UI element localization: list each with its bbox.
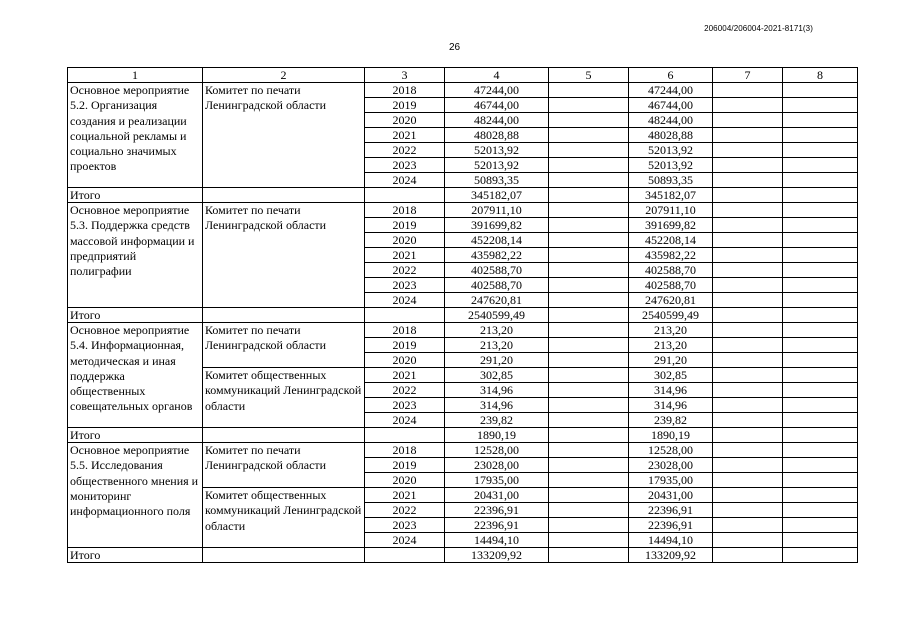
page-number: 26	[449, 42, 461, 53]
total-col4-cell: 345182,07	[445, 188, 549, 203]
amount-col4-cell: 17935,00	[445, 473, 549, 488]
empty-col8-cell	[783, 323, 858, 338]
empty-col7-cell	[713, 293, 783, 308]
total-col6-cell: 345182,07	[629, 188, 713, 203]
amount-col4-cell: 52013,92	[445, 143, 549, 158]
amount-col4-cell: 20431,00	[445, 488, 549, 503]
empty-col5-cell	[549, 188, 629, 203]
year-cell: 2023	[365, 278, 445, 293]
year-cell: 2023	[365, 518, 445, 533]
amount-col4-cell: 12528,00	[445, 443, 549, 458]
empty-col5-cell	[549, 473, 629, 488]
empty-col8-cell	[783, 158, 858, 173]
activity-name: Основное мероприятие 5.2. Организация создания и реализации социальной рекламы и социально значимых проектов	[68, 83, 203, 188]
empty-col8-cell	[783, 488, 858, 503]
empty-col7-cell	[713, 143, 783, 158]
empty-col7-cell	[713, 488, 783, 503]
empty-col8-cell	[783, 128, 858, 143]
amount-col4-cell: 207911,10	[445, 203, 549, 218]
empty-col8-cell	[783, 383, 858, 398]
empty-col2-cell	[203, 428, 365, 443]
year-cell: 2024	[365, 173, 445, 188]
amount-col6-cell: 213,20	[629, 323, 713, 338]
amount-col6-cell: 17935,00	[629, 473, 713, 488]
year-cell: 2021	[365, 488, 445, 503]
year-cell: 2020	[365, 233, 445, 248]
empty-col7-cell	[713, 503, 783, 518]
empty-col5-cell	[549, 368, 629, 383]
year-cell: 2024	[365, 413, 445, 428]
amount-col6-cell: 50893,35	[629, 173, 713, 188]
empty-col8-cell	[783, 218, 858, 233]
amount-col6-cell: 46744,00	[629, 98, 713, 113]
empty-col7-cell	[713, 203, 783, 218]
empty-col5-cell	[549, 248, 629, 263]
empty-col8-cell	[783, 113, 858, 128]
amount-col6-cell: 402588,70	[629, 263, 713, 278]
empty-col5-cell	[549, 443, 629, 458]
empty-col3-cell	[365, 548, 445, 563]
amount-col4-cell: 452208,14	[445, 233, 549, 248]
empty-col3-cell	[365, 308, 445, 323]
amount-col4-cell: 48244,00	[445, 113, 549, 128]
year-cell: 2020	[365, 353, 445, 368]
empty-col8-cell	[783, 233, 858, 248]
year-cell: 2023	[365, 158, 445, 173]
total-row	[68, 428, 858, 443]
empty-col8-cell	[783, 503, 858, 518]
empty-col3-cell	[365, 428, 445, 443]
organization-name: Комитет по печати Ленинградской области	[203, 323, 365, 368]
amount-col6-cell: 47244,00	[629, 83, 713, 98]
amount-col6-cell: 20431,00	[629, 488, 713, 503]
year-cell: 2024	[365, 533, 445, 548]
total-col6-cell: 2540599,49	[629, 308, 713, 323]
column-header: 3	[365, 68, 445, 83]
year-cell: 2020	[365, 473, 445, 488]
table-row	[68, 443, 858, 458]
amount-col6-cell: 48244,00	[629, 113, 713, 128]
table-row	[68, 203, 858, 218]
organization-name: Комитет по печати Ленинградской области	[203, 203, 365, 308]
empty-col5-cell	[549, 218, 629, 233]
amount-col4-cell: 14494,10	[445, 533, 549, 548]
empty-col2-cell	[203, 308, 365, 323]
year-cell: 2021	[365, 368, 445, 383]
empty-col5-cell	[549, 503, 629, 518]
empty-col7-cell	[713, 533, 783, 548]
amount-col4-cell: 239,82	[445, 413, 549, 428]
document-number: 206004/206004-2021-8171(3)	[704, 24, 813, 33]
empty-col8-cell	[783, 143, 858, 158]
organization-name: Комитет по печати Ленинградской области	[203, 443, 365, 488]
empty-col5-cell	[549, 353, 629, 368]
year-cell: 2019	[365, 98, 445, 113]
amount-col6-cell: 48028,88	[629, 128, 713, 143]
empty-col5-cell	[549, 428, 629, 443]
empty-col8-cell	[783, 338, 858, 353]
empty-col5-cell	[549, 413, 629, 428]
column-header: 8	[783, 68, 858, 83]
empty-col5-cell	[549, 203, 629, 218]
empty-col5-cell	[549, 398, 629, 413]
amount-col4-cell: 22396,91	[445, 503, 549, 518]
empty-col7-cell	[713, 398, 783, 413]
organization-name: Комитет общественных коммуникаций Ленинградской области	[203, 488, 365, 548]
empty-col8-cell	[783, 83, 858, 98]
empty-col7-cell	[713, 548, 783, 563]
empty-col7-cell	[713, 158, 783, 173]
empty-col7-cell	[713, 323, 783, 338]
amount-col4-cell: 47244,00	[445, 83, 549, 98]
empty-col7-cell	[713, 113, 783, 128]
amount-col4-cell: 213,20	[445, 323, 549, 338]
year-cell: 2020	[365, 113, 445, 128]
empty-col5-cell	[549, 548, 629, 563]
amount-col4-cell: 22396,91	[445, 518, 549, 533]
table-body	[68, 83, 858, 563]
total-col4-cell: 1890,19	[445, 428, 549, 443]
amount-col4-cell: 247620,81	[445, 293, 549, 308]
amount-col6-cell: 452208,14	[629, 233, 713, 248]
column-header: 7	[713, 68, 783, 83]
empty-col5-cell	[549, 383, 629, 398]
amount-col4-cell: 213,20	[445, 338, 549, 353]
empty-col5-cell	[549, 83, 629, 98]
year-cell: 2024	[365, 293, 445, 308]
amount-col6-cell: 302,85	[629, 368, 713, 383]
empty-col8-cell	[783, 458, 858, 473]
total-label: Итого	[68, 188, 203, 203]
table-row	[68, 323, 858, 338]
empty-col8-cell	[783, 443, 858, 458]
empty-col8-cell	[783, 413, 858, 428]
empty-col7-cell	[713, 443, 783, 458]
empty-col5-cell	[549, 233, 629, 248]
column-header: 1	[68, 68, 203, 83]
empty-col5-cell	[549, 173, 629, 188]
empty-col7-cell	[713, 368, 783, 383]
empty-col7-cell	[713, 263, 783, 278]
empty-col8-cell	[783, 368, 858, 383]
amount-col4-cell: 23028,00	[445, 458, 549, 473]
year-cell: 2022	[365, 503, 445, 518]
empty-col5-cell	[549, 128, 629, 143]
empty-col7-cell	[713, 383, 783, 398]
empty-col8-cell	[783, 203, 858, 218]
empty-col7-cell	[713, 248, 783, 263]
total-row	[68, 548, 858, 563]
empty-col5-cell	[549, 308, 629, 323]
activity-name: Основное мероприятие 5.3. Поддержка средств массовой информации и предприятий полиграфии	[68, 203, 203, 308]
column-header: 2	[203, 68, 365, 83]
year-cell: 2018	[365, 443, 445, 458]
budget-table	[67, 67, 858, 563]
empty-col7-cell	[713, 353, 783, 368]
empty-col7-cell	[713, 413, 783, 428]
empty-col7-cell	[713, 458, 783, 473]
organization-name: Комитет по печати Ленинградской области	[203, 83, 365, 188]
amount-col6-cell: 435982,22	[629, 248, 713, 263]
empty-col7-cell	[713, 218, 783, 233]
empty-col7-cell	[713, 83, 783, 98]
empty-col8-cell	[783, 428, 858, 443]
amount-col6-cell: 314,96	[629, 398, 713, 413]
total-col6-cell: 1890,19	[629, 428, 713, 443]
empty-col5-cell	[549, 293, 629, 308]
empty-col5-cell	[549, 158, 629, 173]
amount-col6-cell: 12528,00	[629, 443, 713, 458]
empty-col7-cell	[713, 518, 783, 533]
activity-name: Основное мероприятие 5.4. Информационная, методическая и иная поддержка общественных совещательных органов	[68, 323, 203, 428]
total-row	[68, 188, 858, 203]
year-cell: 2022	[365, 383, 445, 398]
total-label: Итого	[68, 428, 203, 443]
empty-col7-cell	[713, 188, 783, 203]
empty-col5-cell	[549, 113, 629, 128]
year-cell: 2021	[365, 128, 445, 143]
column-header: 6	[629, 68, 713, 83]
empty-col8-cell	[783, 353, 858, 368]
year-cell: 2021	[365, 248, 445, 263]
empty-col5-cell	[549, 278, 629, 293]
amount-col6-cell: 402588,70	[629, 278, 713, 293]
empty-col5-cell	[549, 323, 629, 338]
amount-col4-cell: 391699,82	[445, 218, 549, 233]
amount-col4-cell: 52013,92	[445, 158, 549, 173]
amount-col4-cell: 46744,00	[445, 98, 549, 113]
empty-col7-cell	[713, 233, 783, 248]
amount-col6-cell: 22396,91	[629, 503, 713, 518]
year-cell: 2022	[365, 143, 445, 158]
empty-col7-cell	[713, 128, 783, 143]
amount-col6-cell: 23028,00	[629, 458, 713, 473]
column-header-row	[68, 68, 858, 83]
empty-col8-cell	[783, 188, 858, 203]
empty-col8-cell	[783, 248, 858, 263]
empty-col8-cell	[783, 548, 858, 563]
empty-col5-cell	[549, 263, 629, 278]
empty-col7-cell	[713, 98, 783, 113]
empty-col7-cell	[713, 278, 783, 293]
amount-col6-cell: 52013,92	[629, 158, 713, 173]
empty-col5-cell	[549, 458, 629, 473]
empty-col7-cell	[713, 473, 783, 488]
amount-col6-cell: 213,20	[629, 338, 713, 353]
amount-col4-cell: 314,96	[445, 383, 549, 398]
empty-col8-cell	[783, 398, 858, 413]
total-col4-cell: 133209,92	[445, 548, 549, 563]
amount-col6-cell: 52013,92	[629, 143, 713, 158]
empty-col8-cell	[783, 533, 858, 548]
amount-col6-cell: 291,20	[629, 353, 713, 368]
amount-col6-cell: 314,96	[629, 383, 713, 398]
year-cell: 2022	[365, 263, 445, 278]
empty-col8-cell	[783, 308, 858, 323]
amount-col6-cell: 207911,10	[629, 203, 713, 218]
total-label: Итого	[68, 308, 203, 323]
year-cell: 2019	[365, 458, 445, 473]
empty-col8-cell	[783, 518, 858, 533]
empty-col7-cell	[713, 338, 783, 353]
amount-col6-cell: 22396,91	[629, 518, 713, 533]
year-cell: 2023	[365, 398, 445, 413]
amount-col4-cell: 291,20	[445, 353, 549, 368]
empty-col5-cell	[549, 533, 629, 548]
empty-col8-cell	[783, 173, 858, 188]
empty-col8-cell	[783, 263, 858, 278]
empty-col7-cell	[713, 428, 783, 443]
column-header: 4	[445, 68, 549, 83]
total-row	[68, 308, 858, 323]
year-cell: 2018	[365, 203, 445, 218]
empty-col5-cell	[549, 518, 629, 533]
year-cell: 2019	[365, 218, 445, 233]
empty-col2-cell	[203, 188, 365, 203]
empty-col5-cell	[549, 488, 629, 503]
amount-col6-cell: 239,82	[629, 413, 713, 428]
empty-col7-cell	[713, 173, 783, 188]
empty-col7-cell	[713, 308, 783, 323]
amount-col4-cell: 402588,70	[445, 263, 549, 278]
empty-col5-cell	[549, 143, 629, 158]
amount-col6-cell: 391699,82	[629, 218, 713, 233]
total-col6-cell: 133209,92	[629, 548, 713, 563]
amount-col4-cell: 302,85	[445, 368, 549, 383]
amount-col4-cell: 50893,35	[445, 173, 549, 188]
empty-col3-cell	[365, 188, 445, 203]
amount-col6-cell: 14494,10	[629, 533, 713, 548]
organization-name: Комитет общественных коммуникаций Ленинградской области	[203, 368, 365, 428]
empty-col8-cell	[783, 278, 858, 293]
empty-col2-cell	[203, 548, 365, 563]
year-cell: 2019	[365, 338, 445, 353]
amount-col4-cell: 48028,88	[445, 128, 549, 143]
empty-col5-cell	[549, 338, 629, 353]
amount-col4-cell: 435982,22	[445, 248, 549, 263]
year-cell: 2018	[365, 323, 445, 338]
amount-col6-cell: 247620,81	[629, 293, 713, 308]
total-label: Итого	[68, 548, 203, 563]
column-header: 5	[549, 68, 629, 83]
empty-col8-cell	[783, 98, 858, 113]
amount-col4-cell: 402588,70	[445, 278, 549, 293]
empty-col8-cell	[783, 473, 858, 488]
year-cell: 2018	[365, 83, 445, 98]
total-col4-cell: 2540599,49	[445, 308, 549, 323]
empty-col5-cell	[549, 98, 629, 113]
empty-col8-cell	[783, 293, 858, 308]
amount-col4-cell: 314,96	[445, 398, 549, 413]
table-row	[68, 83, 858, 98]
activity-name: Основное мероприятие 5.5. Исследования общественного мнения и мониторинг информационного поля	[68, 443, 203, 548]
